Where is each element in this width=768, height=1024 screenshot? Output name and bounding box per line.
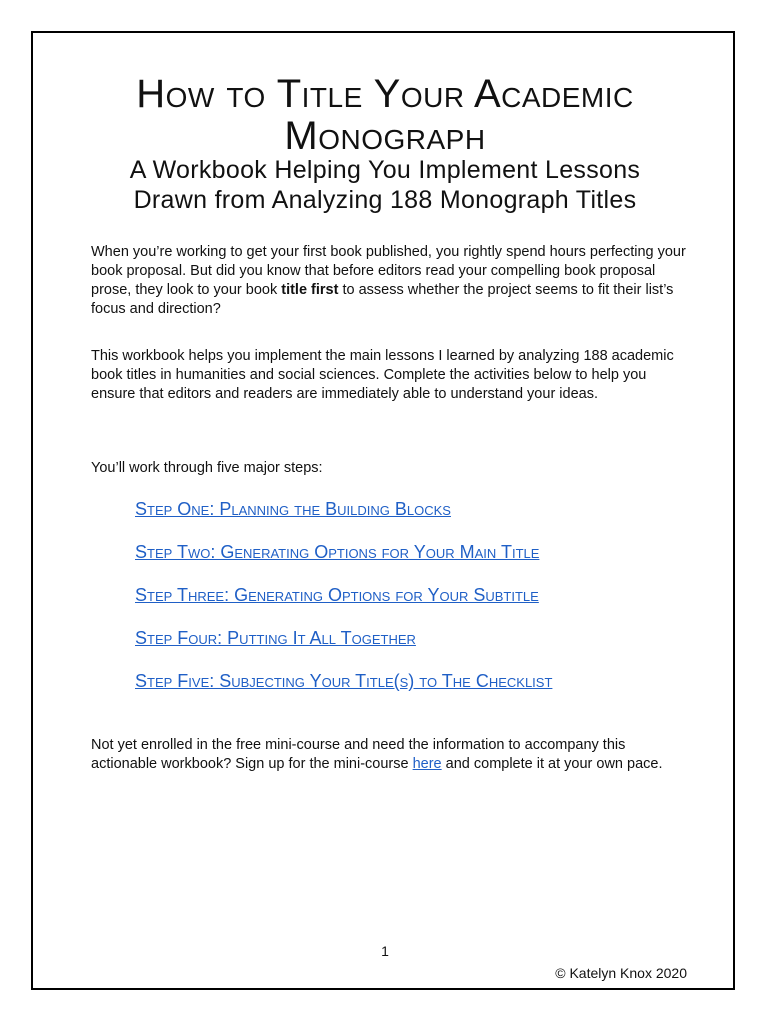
signup-paragraph	[91, 736, 691, 774]
page-number: 1	[381, 943, 389, 959]
page-title: How to Title Your Academic Monograph	[136, 72, 634, 158]
step-three-link[interactable]: Step Three: Generating Options for Your Subtitle	[135, 585, 539, 605]
subtitle-line-1: A Workbook Helping You Implement Lessons	[129, 156, 641, 184]
subtitle-line-2: Drawn from Analyzing 188 Monograph Titles	[133, 186, 637, 214]
list-item	[135, 667, 552, 710]
signup-text-a: Not yet enrolled in the free mini-course and need the information to accompany this actionable workbook? Sign up for the mini-course	[91, 737, 626, 772]
step-five-link[interactable]: Step Five: Subjecting Your Title(s) to The Checklist	[135, 671, 553, 691]
page-subtitle	[33, 155, 737, 215]
intro-bold-text: title first	[281, 282, 339, 298]
copyright: © Katelyn Knox 2020	[555, 965, 687, 981]
steps-intro: You’ll work through five major steps:	[91, 460, 323, 476]
step-four-link[interactable]: Step Four: Putting It All Together	[135, 628, 416, 648]
step-one-link[interactable]: Step One: Planning the Building Blocks	[135, 499, 451, 519]
page-frame	[31, 31, 735, 990]
list-item	[135, 581, 552, 624]
signup-here-link[interactable]: here	[412, 756, 442, 772]
list-item	[135, 624, 552, 667]
list-item	[135, 538, 552, 581]
steps-list	[135, 495, 552, 710]
signup-text-b: and complete it at your own pace.	[441, 756, 663, 772]
list-item	[135, 495, 552, 538]
intro-paragraph	[91, 243, 691, 319]
workbook-paragraph: This workbook helps you implement the main lessons I learned by analyzing 188 academic book titles in humanities and social sciences. Complete the activities below to help you ensure that editors and readers are immediately able to understand your ideas.	[91, 348, 674, 402]
intro-text-b: to assess whether the project seems to fit their list’s focus and direction?	[91, 282, 674, 317]
intro-text-a: When you’re working to get your first book published, you rightly spend hours perfecting your book proposal. But did you know that before editors read your compelling book proposal prose, they look to your book	[91, 244, 686, 298]
step-two-link[interactable]: Step Two: Generating Options for Your Main Title	[135, 542, 540, 562]
